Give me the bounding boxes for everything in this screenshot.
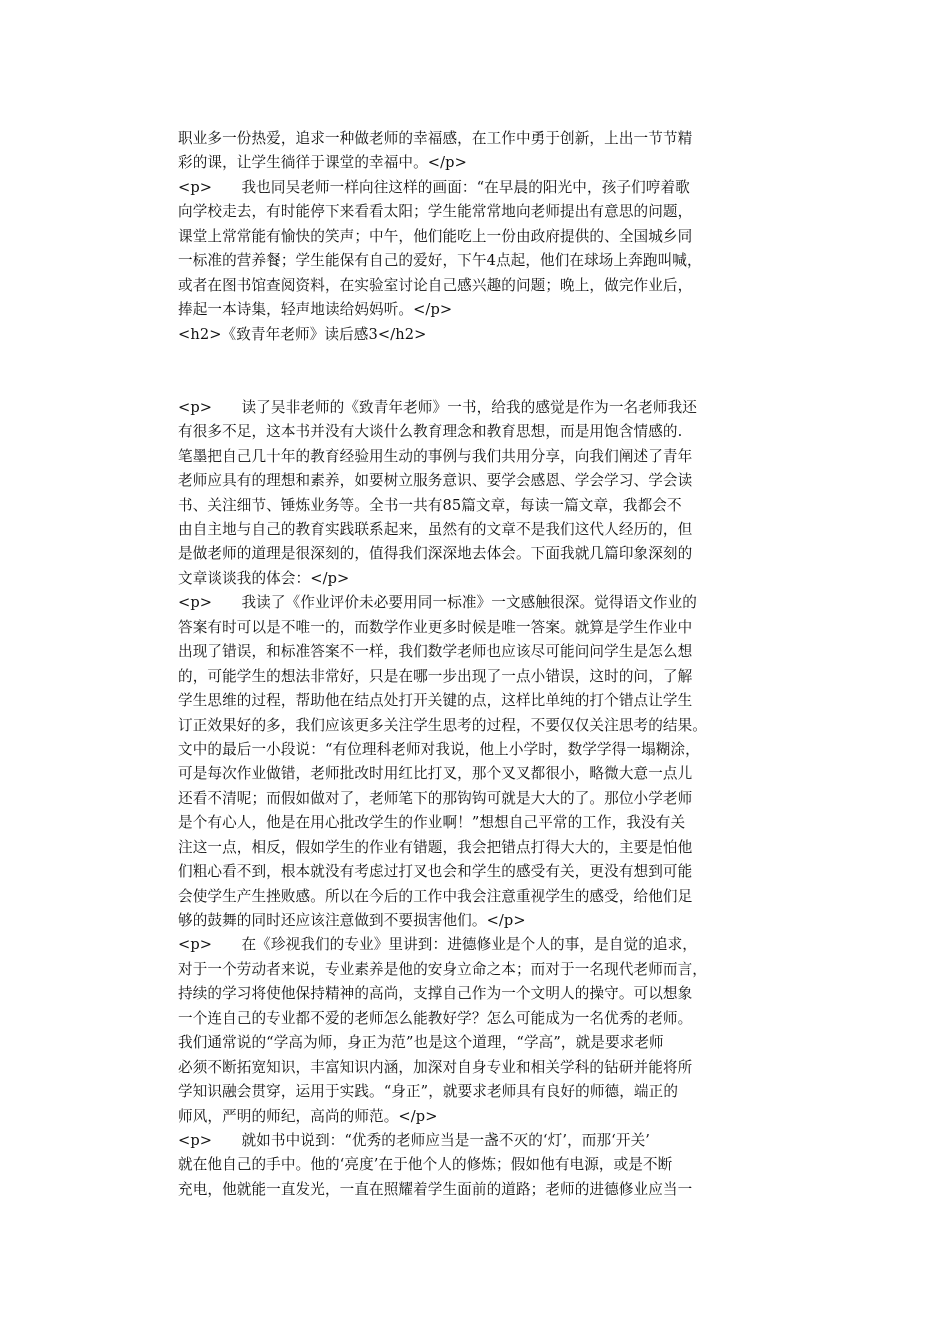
text-line: 就在他自己的手中。他的‘亮度’在于他个人的修炼；假如他有电源，或是不断 <box>178 1156 673 1174</box>
text-line: 捧起一本诗集，轻声地读给妈妈听。</p> <box>178 301 453 319</box>
text-line: 学知识融会贯穿，运用于实践。“身正”，就要求老师具有良好的师德，端正的 <box>178 1083 679 1101</box>
text-line: 由自主地与自己的教育实践联系起来，虽然有的文章不是我们这代人经历的，但 <box>178 521 693 539</box>
text-line: 一个连自己的专业都不爱的老师怎么能教好学？怎么可能成为一名优秀的老师。 <box>178 1009 693 1027</box>
text-line: 彩的课，让学生徜徉于课堂的幸福中。</p> <box>178 154 467 172</box>
text-line: 可是每次作业做错，老师批改时用红比打叉，那个叉叉都很小，略微大意一点儿 <box>178 765 693 783</box>
text-line: 们粗心看不到，根本就没有考虑过打叉也会和学生的感受有关，更没有想到可能 <box>178 863 693 881</box>
text-line: 一标准的营养餐；学生能保有自己的爱好，下午4点起，他们在球场上奔跑叫喊， <box>178 252 702 270</box>
text-line: 的，可能学生的想法非常好，只是在哪一步出现了一点小错误，这时的问，了解 <box>178 667 693 685</box>
text-line: <p> 读了吴非老师的《致青年老师》一书，给我的感觉是作为一名老师我还 <box>178 398 697 416</box>
text-line: 充电，他就能一直发光，一直在照耀着学生面前的道路；老师的进德修业应当一 <box>178 1180 693 1198</box>
text-line: 有很多不足，这本书并没有大谈什么教育理念和教育思想，而是用饱含情感的. <box>178 423 683 441</box>
text-line: 注这一点，相反，假如学生的作业有错题，我会把错点打得大大的，主要是怕他 <box>178 838 693 856</box>
text-line: <p> 在《珍视我们的专业》里讲到：进德修业是个人的事，是自觉的追求， <box>178 936 697 954</box>
text-line: 向学校走去，有时能停下来看看太阳；学生能常常地向老师提出有意思的问题， <box>178 203 693 221</box>
text-line: 学生思维的过程，帮助他在结点处打开关键的点，这样比单纯的打个错点让学生 <box>178 692 693 710</box>
text-line: 是做老师的道理是很深刻的，值得我们深深地去体会。下面我就几篇印象深刻的 <box>178 545 693 563</box>
text-line: 职业多一份热爱，追求一种做老师的幸福感，在工作中勇于创新，上出一节节精 <box>178 130 693 147</box>
text-line: 笔墨把自己几十年的教育经验用生动的事例与我们共用分享，向我们阐述了青年 <box>178 447 693 465</box>
text-line: 是个有心人，他是在用心批改学生的作业啊！”想想自己平常的工作，我没有关 <box>178 814 686 832</box>
text-line: 持续的学习将使他保持精神的高尚，支撑自己作为一个文明人的操守。可以想象 <box>178 985 693 1003</box>
text-line: 答案有时可以是不唯一的，而数学作业更多时候是唯一答案。就算是学生作业中 <box>178 618 693 636</box>
text-line: 必须不断拓宽知识，丰富知识内涵，加深对自身专业和相关学科的钻研并能将所 <box>178 1058 693 1076</box>
text-line: <p> 我也同吴老师一样向往这样的画面：“在早晨的阳光中，孩子们哼着歌 <box>178 178 690 196</box>
text-line: 书、关注细节、锤炼业务等。全书一共有85篇文章，每读一篇文章，我都会不 <box>178 496 682 514</box>
text-line: <p> 就如书中说到：“优秀的老师应当是一盏不灭的‘灯’，而那‘开关’ <box>178 1131 651 1149</box>
text-line: 出现了错误，和标准答案不一样，我们数学老师也应该尽可能问问学生是怎么想 <box>178 643 693 661</box>
text-line: 还看不清呢；而假如做对了，老师笔下的那钩钩可就是大大的了。那位小学老师 <box>178 789 693 807</box>
text-block-1 <box>178 127 778 347</box>
text-line: 文章谈谈我的体会：</p> <box>178 569 350 587</box>
text-line: <p> 我读了《作业评价未必要用同一标准》一文感触很深。觉得语文作业的 <box>178 594 697 612</box>
text-line: 对于一个劳动者来说，专业素养是他的安身立命之本；而对于一名现代老师而言， <box>178 960 707 978</box>
section-heading: <h2>《致青年老师》读后感3</h2> <box>178 325 427 343</box>
text-line: 或者在图书馆查阅资料，在实验室讨论自己感兴趣的问题；晚上，做完作业后， <box>178 276 693 294</box>
text-line: 我们通常说的“学高为师，身正为范”也是这个道理，“学高”，就是要求老师 <box>178 1034 664 1052</box>
text-line: 课堂上常常能有愉快的笑声；中午，他们能吃上一份由政府提供的、全国城乡同 <box>178 227 693 245</box>
text-line: 文中的最后一小段说：“有位理科老师对我说，他上小学时，数学学得一塌糊涂， <box>178 740 700 758</box>
text-line: 会使学生产生挫败感。所以在今后的工作中我会注意重视学生的感受，给他们足 <box>178 887 693 905</box>
text-line: 师风，严明的师纪，高尚的师范。</p> <box>178 1107 438 1125</box>
blank-gap <box>178 347 778 396</box>
text-line: 订正效果好的多，我们应该更多关注学生思考的过程，不要仅仅关注思考的结果。 <box>178 716 707 734</box>
text-block-2 <box>178 396 778 1202</box>
text-line: 老师应具有的理想和素养，如要树立服务意识、要学会感恩、学会学习、学会读 <box>178 472 693 490</box>
text-line: 够的鼓舞的同时还应该注意做到不要损害他们。</p> <box>178 912 526 930</box>
document-page <box>178 127 778 1202</box>
